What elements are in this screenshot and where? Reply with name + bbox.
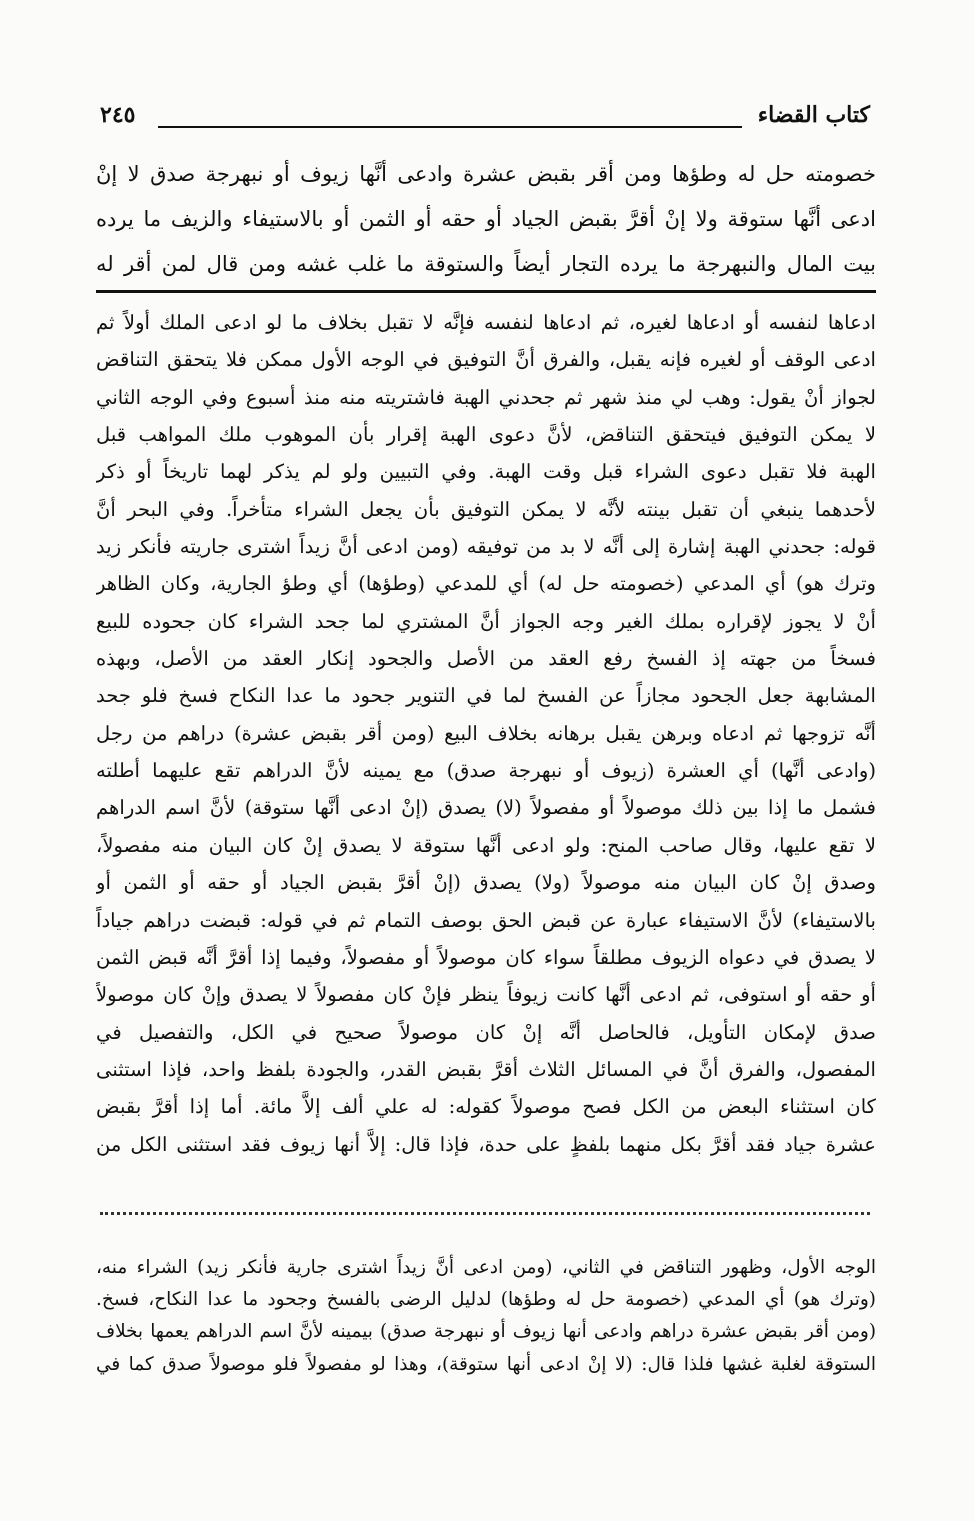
commentary-line: لأحدهما ينبغي أن تقبل بينته لأنَّه لا يمكن التوفيق بأن يجعل الشراء متأخراً. وفي البحر أنَّ <box>96 497 876 521</box>
commentary-line: فسخاً من جهته إذ الفسخ رفع العقد من الأصل والجحود إنكار العقد من الأصل، وبهذه <box>96 647 876 671</box>
matn-line: ادعى أنَّها ستوقة ولا إنْ أقرَّ بقبض الجياد أو حقه أو الثمن أو بالاستيفاء والزيف ما يرده <box>96 207 876 231</box>
footnote-separator-dots <box>100 1212 870 1215</box>
commentary-line: (وادعى أنَّها) أي العشرة (زيوف أو نبهرجة صدق) مع يمينه لأنَّ الدراهم تقع عليهما أطلته <box>96 759 876 783</box>
commentary-line: بالاستيفاء) لأنَّ الاستيفاء عبارة عن قبض الحق بوصف التمام ثم في قوله: قبضت دراهم جياداً <box>96 908 876 932</box>
matn-line: خصومته حل له وطؤها ومن أقر بقبض عشرة وادعى أنَّها زيوف أو نبهرجة صدق لا إنْ <box>96 162 876 186</box>
commentary-line: أنَّه تزوجها ثم ادعاه وبرهن يقبل برهانه بخلاف البيع (ومن أقر بقبض عشرة) دراهم من رجل <box>96 721 876 745</box>
footnote-line: (ومن أقر بقبض عشرة دراهم وادعى أنها زيوف أو نبهرجة صدق) بيمينه لأنَّ اسم الدراهم يعمها بخلاف <box>96 1321 876 1343</box>
commentary-line: كان استثناء البعض من الكل فصح موصولاً كقوله: له علي ألف إلاَّ مائة. أما إذا أقرَّ بقبض <box>96 1095 876 1119</box>
commentary-line: لا تقع عليها، وقال صاحب المنح: ولو ادعى أنَّها ستوقة لا يصدق إنْ كان البيان منه مفصولاً، <box>96 833 876 857</box>
commentary-text <box>96 304 876 1163</box>
commentary-line: وصدق إنْ كان البيان منه موصولاً (ولا) يصدق (إنْ أقرَّ بقبض الجياد أو حقه أو الثمن أو <box>96 871 876 895</box>
commentary-line: فشمل ما إذا بين ذلك موصولاً أو مفصولاً (لا) يصدق (إنْ ادعى أنَّها ستوقة) لأنَّ اسم الدراهم <box>96 796 876 820</box>
page-number: ٢٤٥ <box>100 102 136 128</box>
commentary-line: المشابهة جعل الجحود مجازاً عن الفسخ لما في التنوير جحود ما عدا النكاح فسخ فلو جحد <box>96 684 876 708</box>
matn-separator-rule <box>96 290 876 293</box>
header-rule <box>158 126 742 128</box>
matn-text <box>96 152 876 287</box>
footnote-line: الوجه الأول، وظهور التناقض في الثاني، (ومن ادعى أنَّ زيداً اشترى جارية فأنكر زيد) الشراء منه، <box>96 1257 876 1278</box>
commentary-line: وترك هو) أي المدعي (خصومته حل له) أي للمدعي (وطؤها) أي وطؤ الجارية، وكان الظاهر <box>96 572 876 596</box>
commentary-line: ادعى الوقف أو لغيره فإنه يقبل، والفرق أنَّ التوفيق في الوجه الأول ممكن فلا يتحقق التناقض <box>96 348 876 372</box>
commentary-line: أنْ لا يجوز لإقراره بملك الغير وجه الجواز أنَّ المشتري لما جحد الشراء كان جحوده للبيع <box>96 609 876 633</box>
commentary-line: لا يصدق في دعواه الزيوف مطلقاً سواء كان موصولاً أو مفصولاً، وفيما إذا أقرَّ أنَّه قبض الثمن <box>96 945 876 969</box>
commentary-line: لا يمكن التوفيق فيتحقق التناقض، لأنَّ دعوى الهبة إقرار بأن الموهوب ملك المواهب قبل <box>96 423 876 447</box>
footnote-text <box>96 1252 876 1381</box>
commentary-line: الهبة فلا تقبل دعوى الشراء قبل وقت الهبة. وفي التبيين ولو لم يذكر لهما تاريخاً أو ذكر <box>96 460 876 484</box>
footnote-line: الستوقة لغلبة غشها فلذا قال: (لا إنْ ادعى أنها ستوقة)، وهذا لو مفصولاً فلو موصولاً صدق كما في <box>96 1353 876 1375</box>
footnote-line: (وترك هو) أي المدعي (خصومة حل له وطؤها) لدليل الرضى بالفسخ وجحود ما عدا النكاح، فسخ. <box>96 1289 876 1311</box>
matn-line: بيت المال والنبهرجة ما يرده التجار أيضاً والستوقة ما غلب غشه ومن قال لمن أقر له <box>96 252 876 276</box>
commentary-line: المفصول، والفرق أنَّ في المسائل الثلاث أقرَّ بقبض القدر، والجودة بلفظ واحد، فإذا استثنى <box>96 1057 876 1081</box>
running-title: كتاب القضاء <box>757 102 870 128</box>
commentary-line: أو حقه أو استوفى، ثم ادعى أنَّها كانت زيوفاً ينظر فإنْ كان مفصولاً لا يصدق وإنْ كان موصولاً <box>96 983 876 1007</box>
page-header <box>100 102 870 136</box>
commentary-line: قوله: جحدني الهبة إشارة إلى أنَّه لا بد من توفيقه (ومن ادعى أنَّ زيداً اشترى جاريته فأنكر زيد <box>96 535 876 559</box>
commentary-line: لجواز أنْ يقول: وهب لي منذ شهر ثم جحدني الهبة فاشتريته منه منذ أسبوع وفي الوجه الثاني <box>96 385 876 409</box>
commentary-line: صدق لإمكان التأويل، فالحاصل أنَّه إنْ كان موصولاً صحيح في الكل، والتفصيل في <box>96 1020 876 1044</box>
commentary-line: عشرة جياد فقد أقرَّ بكل منهما بلفظٍ على حدة، فإذا قال: إلاَّ أنها زيوف فقد استثنى الكل من <box>96 1132 876 1156</box>
commentary-line: ادعاها لنفسه أو ادعاها لغيره، ثم ادعاها لنفسه فإنَّه لا تقبل بخلاف ما لو ادعى الملك أولاً ثم <box>96 311 876 334</box>
